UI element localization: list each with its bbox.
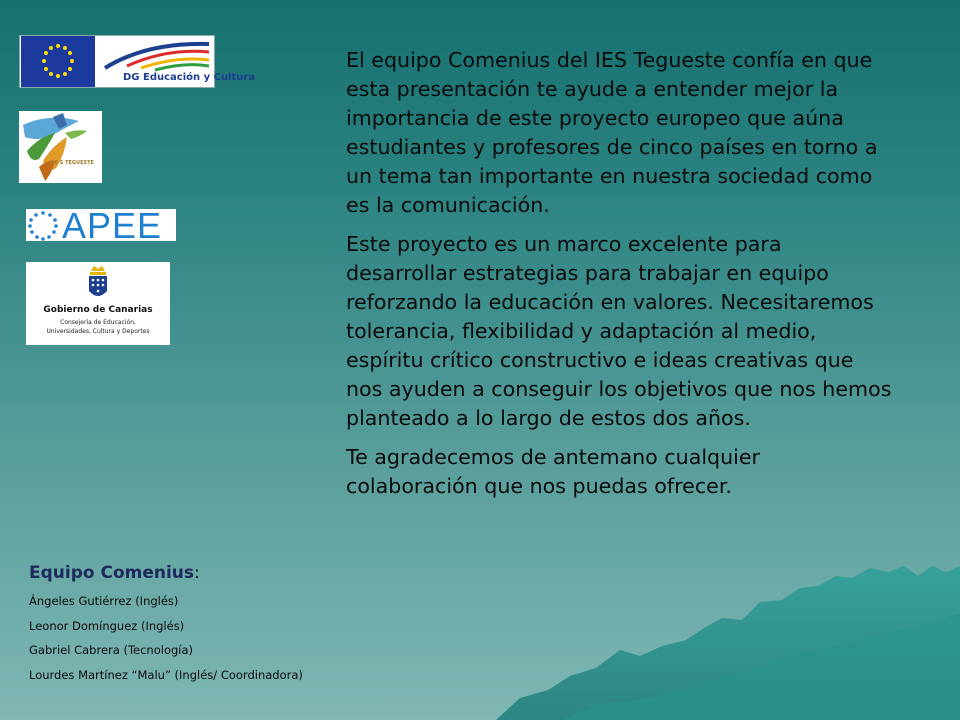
eu-flag-icon: [21, 36, 95, 87]
star-circle-icon: [26, 209, 60, 241]
team-list: [29, 563, 303, 687]
intro-paragraph: El equipo Comenius del IES Tegueste confía en que esta presentación te ayude a entender mejor la importancia de este proyecto europeo que aúna estudiantes y profesores de cinco países en torno a un tema tan importante en nuestra sociedad como es la comunicación.: [346, 48, 878, 217]
ies-tegueste-label: I E S TEGUESTE: [51, 160, 94, 166]
team-title: Equipo Comenius: [29, 563, 195, 583]
ies-tegueste-logo: [19, 111, 102, 183]
presentation-intro-text: [346, 46, 894, 511]
team-member: Gabriel Cabrera (Tecnología): [29, 643, 194, 657]
ies-tegueste-emblem-icon: [19, 111, 102, 183]
team-member: Leonor Domínguez (Inglés): [29, 618, 185, 633]
team-heading: [29, 563, 303, 589]
team-title-colon: :: [194, 563, 200, 583]
project-paragraph: Este proyecto es un marco excelente para desarrollar estrategias para trabajar en equipo reforzando la educación en valores. Necesitaremos tolerancia, flexibilidad y adaptación al medio, espíritu crítico constructivo e ideas creativas que nos ayuden a conseguir los objetivos que nos hemos planteado a lo largo de estos dos años.: [346, 232, 892, 430]
canarias-subtitle-line2: Universidades, Cultura y Deportes: [46, 328, 150, 335]
eu-dg-education-culture-logo: [19, 35, 256, 88]
canarias-subtitle-line1: Consejería de Educación,: [60, 319, 136, 326]
colored-swoosh-icon: [97, 38, 215, 72]
thanks-paragraph: Te agradecemos de antemano cualquier colaboración que nos puedas ofrecer.: [346, 445, 761, 498]
team-member: Ángeles Gutiérrez (Inglés): [29, 594, 179, 608]
team-member: Lourdes Martínez “Malu” (Inglés/ Coordinadora): [29, 667, 303, 682]
canarias-coat-of-arms-icon: [83, 265, 113, 305]
apee-logo: [26, 205, 176, 246]
dg-education-label: DG Educación y Cultura: [123, 72, 256, 83]
gobierno-de-canarias-logo: [26, 262, 170, 345]
apee-label: APEE: [62, 205, 163, 246]
canarias-title: Gobierno de Canarias: [43, 305, 153, 315]
